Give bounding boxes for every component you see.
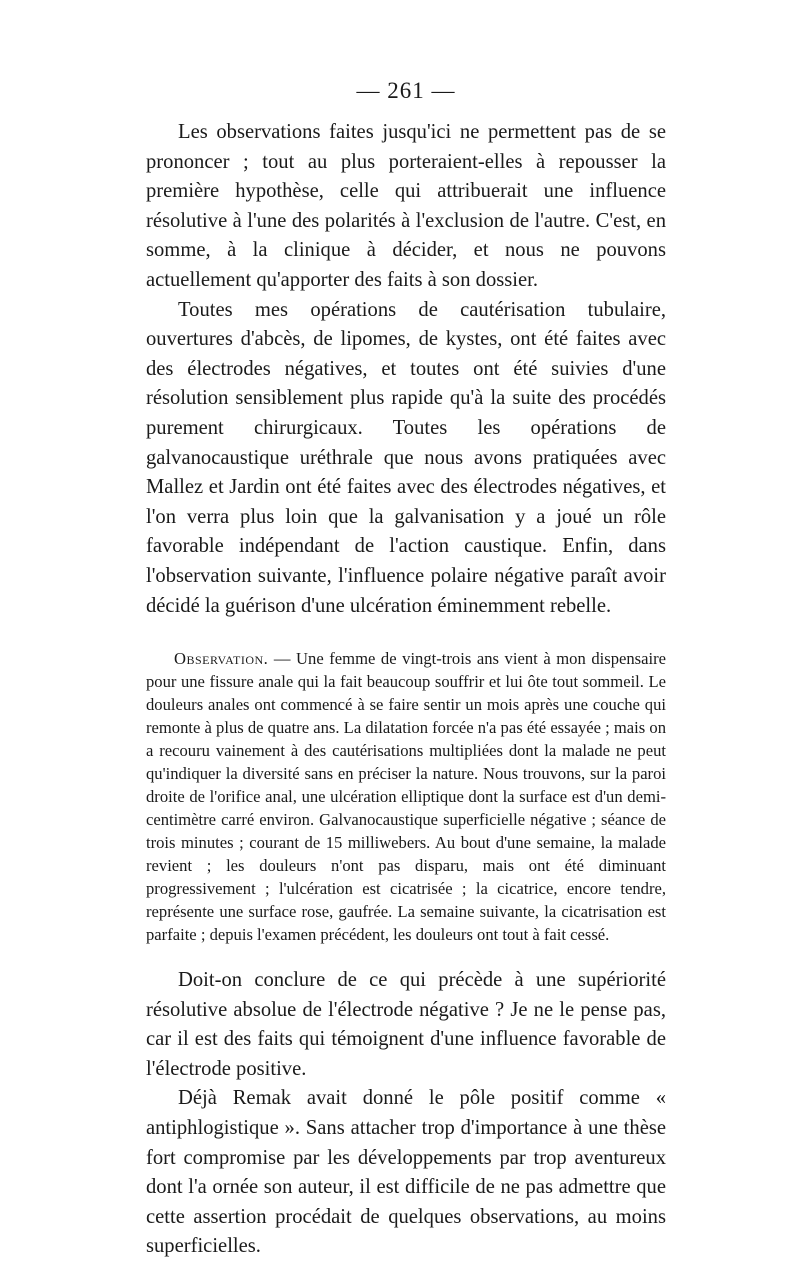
observation-heading: Observation. bbox=[174, 649, 269, 669]
paragraph-4: Déjà Remak avait donné le pôle positif comme « antiphlogistique ». Sans attacher trop d'importance à une thèse fort compromise par les développements par trop aventureux dont l'a ornée son auteur, il est difficile de ne pas admettre que cette assertion procédait de quelques observations, au moins superficielles. bbox=[146, 1087, 666, 1258]
observation-block bbox=[146, 647, 666, 946]
page-number: — 261 — bbox=[356, 78, 456, 103]
paragraph-3: Doit-on conclure de ce qui précède à une supériorité résolutive absolue de l'électrode négative ? Je ne le pense pas, car il est des faits qui témoignent d'une influence favorable de l'électrode positive. bbox=[146, 969, 666, 1080]
observation-text: — Une femme de vingt-trois ans vient à mon dispensaire pour une fissure anale qui la fait beaucoup souffrir et lui ôte tout sommeil. Le douleurs anales ont commencé à se faire sentir un mois après une couche qui remonte à plus de quatre ans. La dilatation forcée n'a pas été essayée ; mais on a recouru vainement à des cautérisations multipliées dont la malade ne peut qu'indiquer la diversité sans en préciser la nature. Nous trouvons, sur la paroi droite de l'orifice anal, une ulcération elliptique dont la surface est d'un demi-centimètre carré environ. Galvanocaustique superficielle négative ; séance de trois minutes ; courant de 15 milliwebers. Au bout d'une semaine, la malade revient ; les douleurs n'ont pas disparu, mais ont été diminuant progressivement ; l'ulcération est cicatrisée ; la cicatrice, encore tendre, représente une surface rose, gaufrée. La semaine suivante, la cicatrisation est parfaite ; depuis l'examen précédent, les douleurs ont tout à fait cessé. bbox=[146, 649, 666, 945]
paragraph-1: Les observations faites jusqu'ici ne permettent pas de se prononcer ; tout au plus porteraient-elles à repousser la première hypothèse, celle qui attribuerait une influence résolutive à l'une des polarités à l'exclusion de l'autre. C'est, en somme, à la clinique à décider, et nous ne pouvons actuellement qu'apporter des faits à son dossier. bbox=[146, 121, 666, 291]
book-page bbox=[146, 78, 666, 1262]
paragraph-2: Toutes mes opérations de cautérisation tubulaire, ouvertures d'abcès, de lipomes, de kystes, ont été faites avec des électrodes négatives, et toutes ont été suivies d'une résolution sensiblement plus rapide qu'à la suite des procédés purement chirurgicaux. Toutes les opérations de galvanocaustique uréthrale que nous avons pratiquées avec Mallez et Jardin ont été faites avec des électrodes négatives, et l'on verra plus loin que la galvanisation y a joué un rôle favorable indépendant de l'action caustique. Enfin, dans l'observation suivante, l'influence polaire négative paraît avoir décidé la guérison d'une ulcération éminemment rebelle. bbox=[146, 298, 666, 617]
